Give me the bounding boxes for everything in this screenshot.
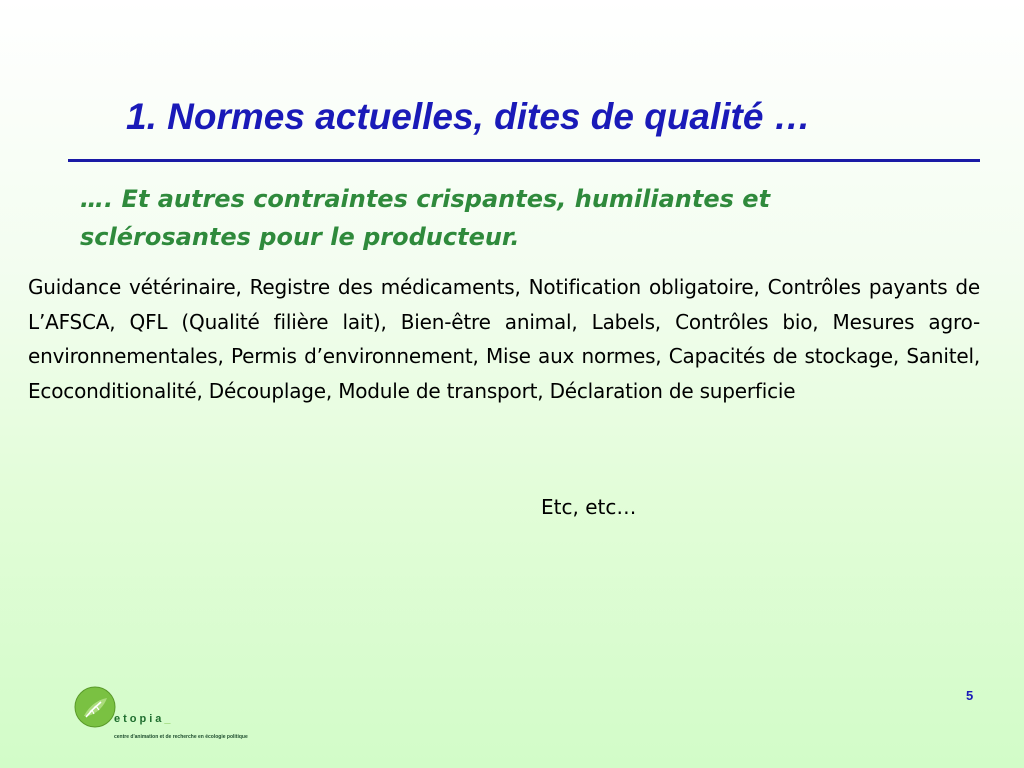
page-number: 5: [966, 688, 974, 703]
etc-text: Etc, etc…: [541, 495, 637, 519]
slide-subtitle: …. Et autres contraintes crispantes, humiliantes et sclérosantes pour le producteur.: [80, 185, 771, 251]
logo-tagline: centre d'animation et de recherche en écologie politique: [114, 734, 248, 740]
etopia-leaf-logo-icon: [74, 686, 116, 728]
body-paragraph: Guidance vétérinaire, Registre des médicaments, Notification obligatoire, Contrôles payants de L’AFSCA, QFL (Qualité filière lait), Bien-être animal, Labels, Contrôles bio, Mesures agro-environnementales, Permis d’environnement, Mise aux normes, Capacités de stockage, Sanitel, Ecoconditionalité, Découplage, Module de transport, Déclaration de superficie: [28, 275, 980, 403]
logo-wordmark: etopia_: [114, 713, 174, 725]
title-divider: [68, 159, 980, 162]
slide-title: 1. Normes actuelles, dites de qualité …: [126, 96, 811, 137]
etopia-logo: [74, 686, 314, 746]
